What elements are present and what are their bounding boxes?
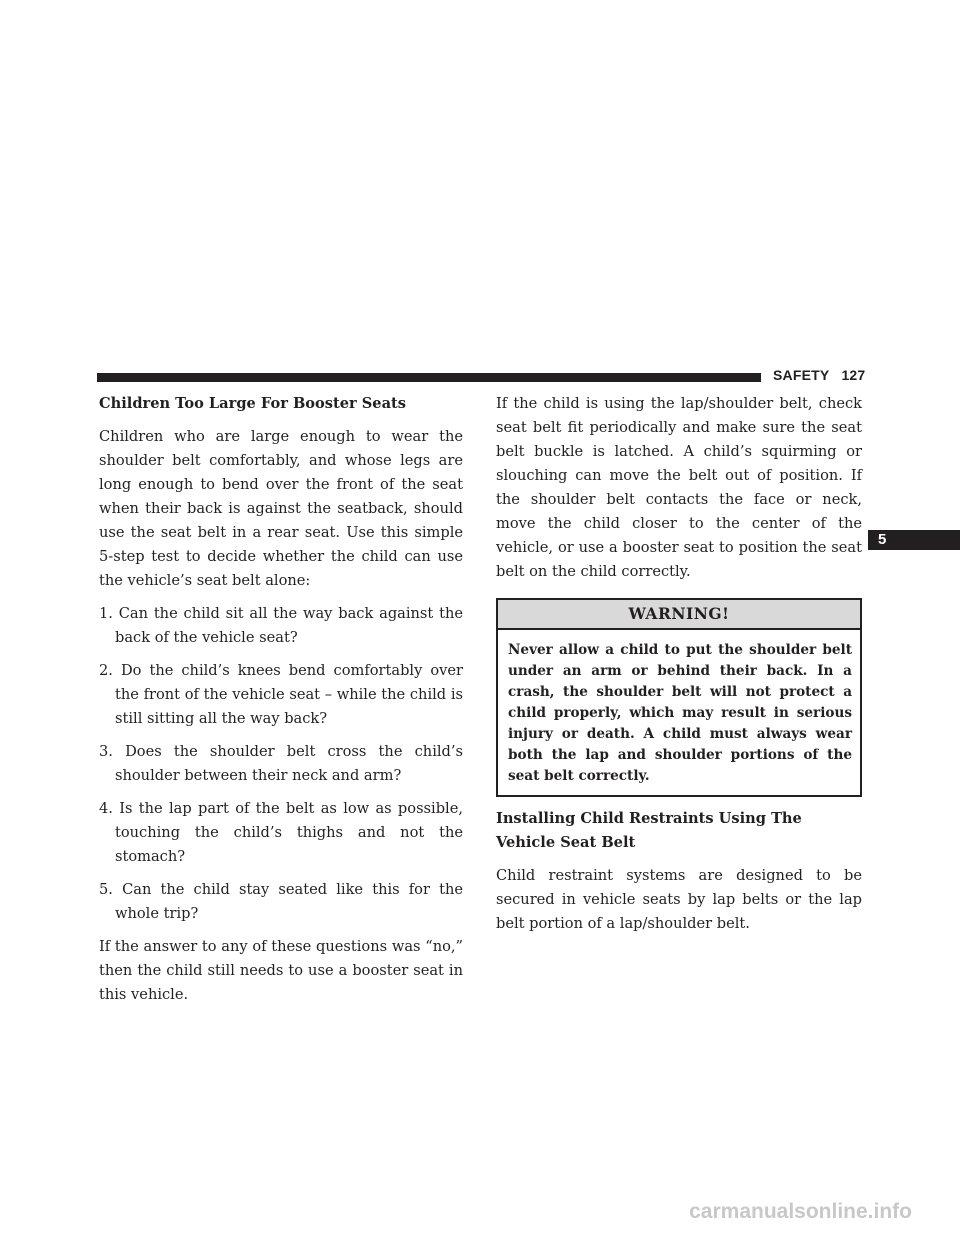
left-column [99, 392, 463, 1016]
page-number: 127 [841, 367, 866, 383]
list-item: 2. Do the child’s knees bend comfortably over the front of the vehicle seat – while the child is still sitting all the way back? [99, 662, 463, 727]
chapter-tab: 5 [868, 530, 960, 550]
section-heading-booster: Children Too Large For Booster Seats [99, 395, 407, 412]
warning-box [496, 598, 862, 797]
header-rule [97, 373, 761, 382]
restraint-paragraph: Child restraint systems are designed to be secured in vehicle seats by lap belts or the lap belt portion of a lap/shoulder belt. [496, 867, 862, 932]
running-header [773, 367, 865, 383]
belt-fit-paragraph: If the child is using the lap/shoulder belt, check seat belt fit periodically and make sure the seat belt buckle is latched. A child’s squirming or slouching can move the belt out of position. If the shoulder belt contacts the face or neck, move the child closer to the center of the vehicle, or use a booster seat to position the seat belt on the child correctly. [496, 395, 862, 580]
list-item: 3. Does the shoulder belt cross the child’s shoulder between their neck and arm? [99, 743, 463, 784]
five-step-test-list [99, 602, 463, 926]
watermark: carmanualsonline.info [689, 1200, 912, 1223]
conclusion-paragraph: If the answer to any of these questions was “no,” then the child still needs to use a booster seat in this vehicle. [99, 938, 463, 1003]
right-column [496, 392, 862, 945]
list-item: 1. Can the child sit all the way back against the back of the vehicle seat? [99, 605, 463, 646]
warning-title: WARNING! [498, 600, 860, 630]
list-item: 5. Can the child stay seated like this for the whole trip? [99, 881, 463, 922]
warning-text: Never allow a child to put the shoulder belt under an arm or behind their back. In a crash, the shoulder belt will not protect a child properly, which may result in serious injury or death. A child must always wear both the lap and shoulder portions of the seat belt correctly. [508, 642, 852, 784]
intro-paragraph: Children who are large enough to wear the shoulder belt comfortably, and whose legs are long enough to bend over the front of the seat when their back is against the seatback, should use the seat belt in a rear seat. Use this simple 5-step test to decide whether the child can use the vehicle’s seat belt alone: [99, 428, 463, 589]
section-title: SAFETY [773, 367, 830, 383]
list-item: 4. Is the lap part of the belt as low as possible, touching the child’s thighs and not the stomach? [99, 800, 463, 865]
section-heading-installing: Installing Child Restraints Using The Vehicle Seat Belt [496, 810, 802, 851]
